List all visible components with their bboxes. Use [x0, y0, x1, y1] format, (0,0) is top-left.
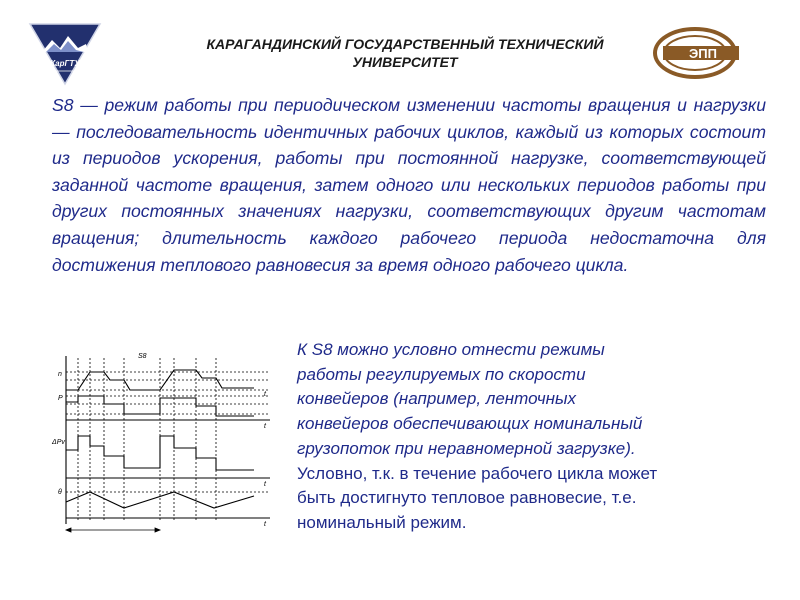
- title-line-2: УНИВЕРСИТЕТ: [352, 54, 458, 70]
- diagram-title: S8: [138, 353, 147, 360]
- label-n: n: [58, 371, 62, 378]
- side-line-1: К S8 можно условно отнести режимы: [297, 340, 605, 359]
- label-dpv: ΔPv: [52, 439, 65, 446]
- department-logo-icon: [651, 26, 743, 80]
- s8-duty-diagram: [38, 352, 276, 542]
- side-line-8: номинальный режим.: [297, 512, 467, 532]
- side-line-2: работы регулируемых по скорости: [297, 364, 586, 384]
- main-definition-text: S8 — режим работы при периодическом изменении частоты вращения и нагрузки — последовательность идентичных рабочих циклов, каждый из которых состоит из периодов ускорения, работы при постоянной нагрузке, соответствующей заданной частоте вращения, затем одного или нескольких периодов работы при других постоянных значениях нагрузки, соответствующих другим частотам вращения; длительность каждого рабочего периода недостаточна для достижения теплового равновесия за время одного рабочего цикла.: [52, 95, 766, 275]
- side-explanation-text: [297, 338, 777, 536]
- side-line-5: грузопоток при неравномерной загрузке).: [297, 438, 636, 458]
- label-t-2: t: [264, 481, 266, 488]
- side-line-7: быть достигнуто тепловое равновесие, т.е.: [297, 488, 637, 508]
- title-line-1: КАРАГАНДИНСКИЙ ГОСУДАРСТВЕННЫЙ ТЕХНИЧЕСКИЙ: [206, 36, 604, 52]
- label-p: P: [58, 395, 63, 402]
- logo-left-text: КарГТУ: [50, 59, 80, 68]
- university-logo-icon: [28, 22, 102, 86]
- label-t-4: t: [264, 391, 266, 398]
- logo-right-text: ЭПП: [689, 46, 717, 61]
- label-t-1: t: [264, 423, 266, 430]
- side-line-6: Условно, т.к. в течение рабочего цикла может: [297, 463, 658, 483]
- label-t-3: t: [264, 521, 266, 528]
- side-line-3: конвейеров (например, ленточных: [297, 389, 576, 409]
- page-title: [150, 35, 660, 71]
- label-theta: θ: [58, 489, 62, 496]
- side-line-4: конвейеров обеспечивающих номинальный: [297, 414, 643, 434]
